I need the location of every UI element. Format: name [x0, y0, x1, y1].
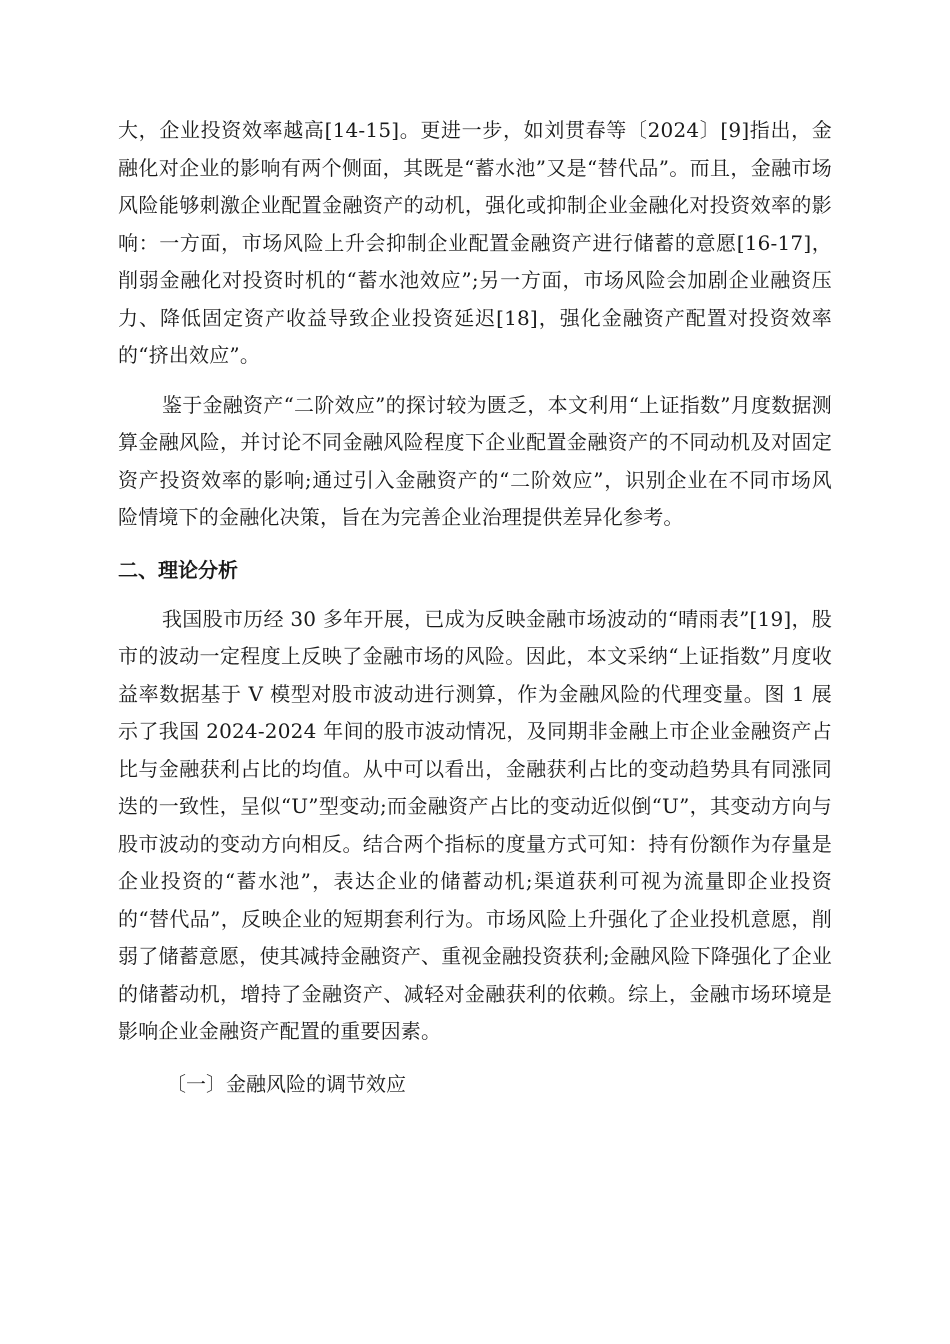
paragraph-literature-review: 大，企业投资效率越高[14-15]。更进一步，如刘贯春等〔2024〕[9]指出，金融化对企业的影响有两个侧面，其既是“蓄水池”又是“替代品”。而且，金融市场风险能够刺激企业配置金融资产的动机，强化或抑制企业金融化对投资效率的影响：一方面，市场风险上升会抑制企业配置金融资产进行储蓄的意愿[16-17]，削弱金融化对投资时机的“蓄水池效应”;另一方面，市场风险会加剧企业融资压力、降低固定资产收益导致企业投资延迟[18]，强化金融资产配置对投资效率的“挤出效应”。 [118, 118, 832, 367]
document-page [118, 112, 832, 1103]
paragraph-research-purpose: 鉴于金融资产“二阶效应”的探讨较为匮乏，本文利用“上证指数”月度数据测算金融风险，并讨论不同金融风险程度下企业配置金融资产的不同动机及对固定资产投资效率的影响;通过引入金融资产的“二阶效应”，识别企业在不同市场风险情境下的金融化决策，旨在为完善企业治理提供差异化参考。 [118, 392, 832, 529]
section-heading: 二、理论分析 [118, 557, 238, 582]
paragraph-theory-analysis: 我国股市历经 30 多年开展，已成为反映金融市场波动的“晴雨表”[19]，股市的波动一定程度上反映了金融市场的风险。因此，本文采纳“上证指数”月度收益率数据基于 V 模型对股市波动进行测算，作为金融风险的代理变量。图 1 展示了我国 2024-2024 年间的股市波动情况，及同期非金融上市企业金融资产占比与金融获利占比的均值。从中可以看出，金融获利占比的变动趋势具有同涨同迭的一致性，呈似“U”型变动;而金融资产占比的变动近似倒“U”，其变动方向与股市波动的变动方向相反。结合两个指标的度量方式可知：持有份额作为存量是企业投资的“蓄水池”，表达企业的储蓄动机;渠道获利可视为流量即企业投资的“替代品”，反映企业的短期套利行为。市场风险上升强化了企业投机意愿，削弱了储蓄意愿，使其减持金融资产、重视金融投资获利;金融风险下降强化了企业的储蓄动机，增持了金融资产、减轻对金融获利的依赖。综上，金融市场环境是影响企业金融资产配置的重要因素。 [118, 606, 832, 1043]
subsection-heading: 〔一〕金融风险的调节效应 [166, 1071, 406, 1096]
